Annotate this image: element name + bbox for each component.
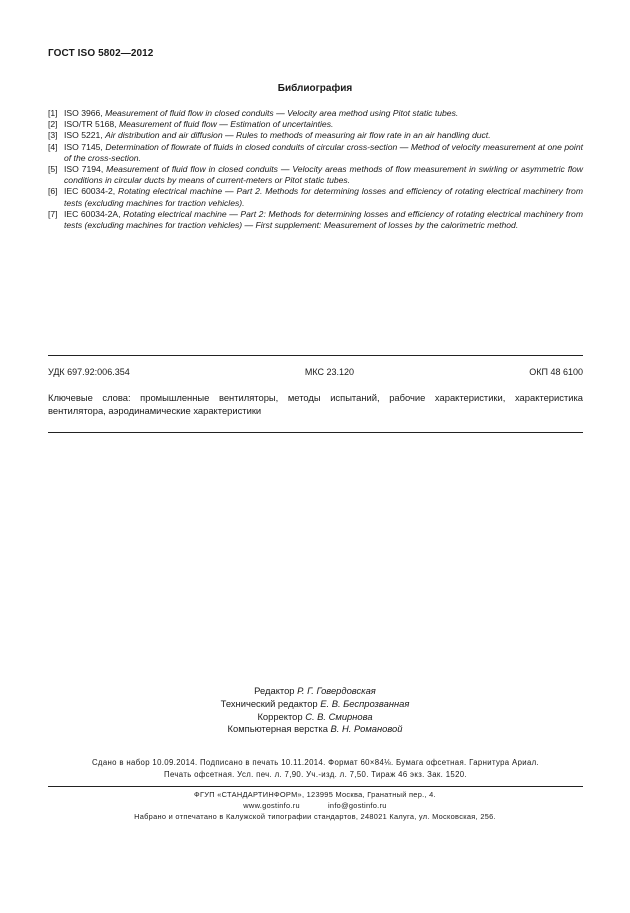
divider-bottom: [48, 432, 583, 433]
entry-title: Determination of flowrate of fluids in closed conduits of circular cross-section — Method of velocity measurement at one point of the cross-section.: [64, 141, 583, 163]
entry-title: Measurement of fluid flow in closed conduits — Velocity areas methods of flow measurement in swirling or asymmetric flow conditions in circular ducts by means of current-meters or Pitot static tubes.: [64, 164, 583, 186]
bibliography-entry: [48, 108, 583, 119]
entry-title: Rotating electrical machine — Part 2: Methods for determining losses and efficiency of rotating electrical machinery from tests (excluding machines for traction vehicles) — First supplement: Measurement of losses by the calorimetric method.: [64, 208, 583, 231]
print-info-line: Печать офсетная. Усл. печ. л. 7,90. Уч.-изд. л. 7,50. Тираж 46 экз. Зак. 1520.: [164, 770, 467, 780]
okp-code: ОКП 48 6100: [529, 367, 583, 377]
entry-code: ISO 7145,: [64, 141, 106, 152]
credit-role: Технический редактор: [220, 697, 321, 709]
entry-number: [5]: [48, 164, 58, 175]
mks-code: МКС 23.120: [304, 367, 355, 377]
credit-name: С. В. Смирнова: [305, 710, 373, 722]
bibliography-entry: [48, 186, 583, 208]
credit-role: Корректор: [257, 710, 306, 722]
entry-code: IEC 60034-2A,: [64, 208, 124, 219]
credit-name: Е. В. Беспрозванная: [320, 697, 410, 709]
bibliography-entry: [48, 209, 583, 231]
entry-number: [3]: [48, 130, 58, 141]
imprint: [0, 790, 630, 822]
entry-number: [7]: [48, 208, 58, 219]
website-link[interactable]: www.gostinfo.ru: [243, 800, 300, 810]
bibliography-title: Библиография: [277, 83, 353, 94]
entry-code: ISO 5221,: [64, 130, 106, 141]
credit-layout: [0, 723, 630, 736]
bibliography-entry: [48, 164, 583, 186]
divider-imprint: [48, 786, 583, 787]
bibliography-entry: [48, 119, 583, 130]
entry-code: ISO/TR 5168,: [64, 119, 119, 130]
entry-number: [6]: [48, 186, 58, 197]
entry-number: [1]: [48, 108, 58, 118]
entry-title: Measurement of fluid flow — Estimation of uncertainties.: [118, 119, 334, 130]
udk-code: УДК 697.92:006.354: [48, 367, 130, 377]
credit-proofreader: [0, 711, 630, 724]
entry-title: Air distribution and air diffusion — Rules to methods of measuring air flow rate in an air handling duct.: [105, 130, 491, 141]
publisher-line: ФГУП «СТАНДАРТИНФОРМ», 123995 Москва, Гранатный пер., 4.: [194, 790, 436, 799]
bibliography-entry: [48, 130, 583, 141]
classification-row: [48, 367, 583, 377]
keywords: Ключевые слова: промышленные вентиляторы, методы испытаний, рабочие характеристики, характеристика вентилятора, аэродинамические характеристики: [48, 392, 583, 416]
entry-code: ISO 3966,: [64, 108, 106, 118]
print-info: [48, 757, 583, 782]
divider-top: [48, 355, 583, 356]
credits-block: [0, 685, 630, 736]
credit-name: В. Н. Романовой: [330, 723, 403, 735]
entry-number: [4]: [48, 141, 58, 152]
entry-number: [2]: [48, 119, 58, 130]
printer-line: Набрано и отпечатано в Калужской типографии стандартов, 248021 Калуга, ул. Московская, 256.: [134, 811, 496, 821]
entry-code: ISO 7194,: [64, 164, 107, 175]
contacts-line: [0, 801, 630, 812]
document-header: ГОСТ ISO 5802—2012: [48, 48, 154, 59]
bibliography-entry: [48, 142, 583, 164]
credit-tech-editor: [0, 698, 630, 711]
entry-title: Rotating electrical machine — Part 2. Methods for determining losses and efficiency of rotating electrical machinery from tests (excluding machines for traction vehicles).: [64, 186, 583, 208]
bibliography-list: [48, 108, 583, 231]
credit-editor: [0, 685, 630, 698]
print-info-line: Сдано в набор 10.09.2014. Подписано в печать 10.11.2014. Формат 60×84⅛. Бумага офсетная. Гарнитура Ариал.: [91, 758, 540, 767]
entry-title: Measurement of fluid flow in closed conduits — Velocity area method using Pitot static tubes.: [105, 108, 459, 118]
credit-role: Компьютерная верстка: [227, 723, 331, 735]
email-link[interactable]: info@gostinfo.ru: [327, 800, 387, 810]
credit-role: Редактор: [254, 685, 298, 696]
entry-code: IEC 60034-2,: [64, 186, 119, 197]
credit-name: Р. Г. Говердовская: [297, 685, 376, 696]
